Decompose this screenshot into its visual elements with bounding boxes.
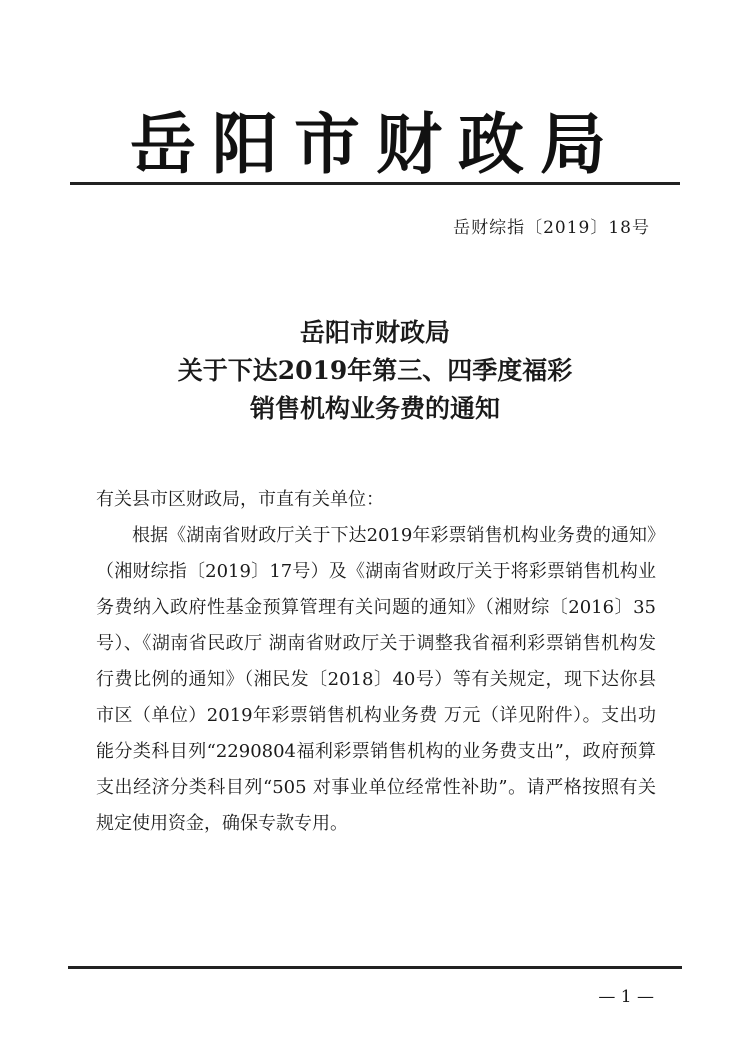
title-line-3: 销售机构业务费的通知 <box>249 394 500 423</box>
title-line-1: 岳阳市财政局 <box>299 318 450 347</box>
title-line-2: 关于下达2019年第三、四季度福彩 <box>177 356 573 385</box>
notice-title <box>70 314 680 428</box>
notice-body <box>96 482 656 842</box>
body-paragraph: 根据《湖南省财政厅关于下达2019年彩票销售机构业务费的通知》（湘财综指〔2019〕17号）及《湖南省财政厅关于将彩票销售机构业务费纳入政府性基金预算管理有关问题的通知》（湘财综〔2016〕35号）、《湖南省民政厅 湖南省财政厅关于调整我省福利彩票销售机构发行费比例的通知》（湘民发〔2018〕40号）等有关规定，现下达你县市区（单位）2019年彩票销售机构业务费 万元（详见附件）。支出功能分类科目列“2290804福利彩票销售机构的业务费支出”，政府预算支出经济分类科目列“505 对事业单位经常性补助”。请严格按照有关规定使用资金，确保专款专用。 <box>96 525 656 834</box>
salutation: 有关县市区财政局，市直有关单位： <box>96 489 384 510</box>
masthead-rule <box>70 182 680 185</box>
masthead-title: 岳阳市财政局 <box>130 105 622 183</box>
footer-rule <box>68 966 682 969</box>
page-number: — 1 — <box>598 987 654 1007</box>
document-number: 岳财综指〔2019〕18号 <box>453 218 650 238</box>
